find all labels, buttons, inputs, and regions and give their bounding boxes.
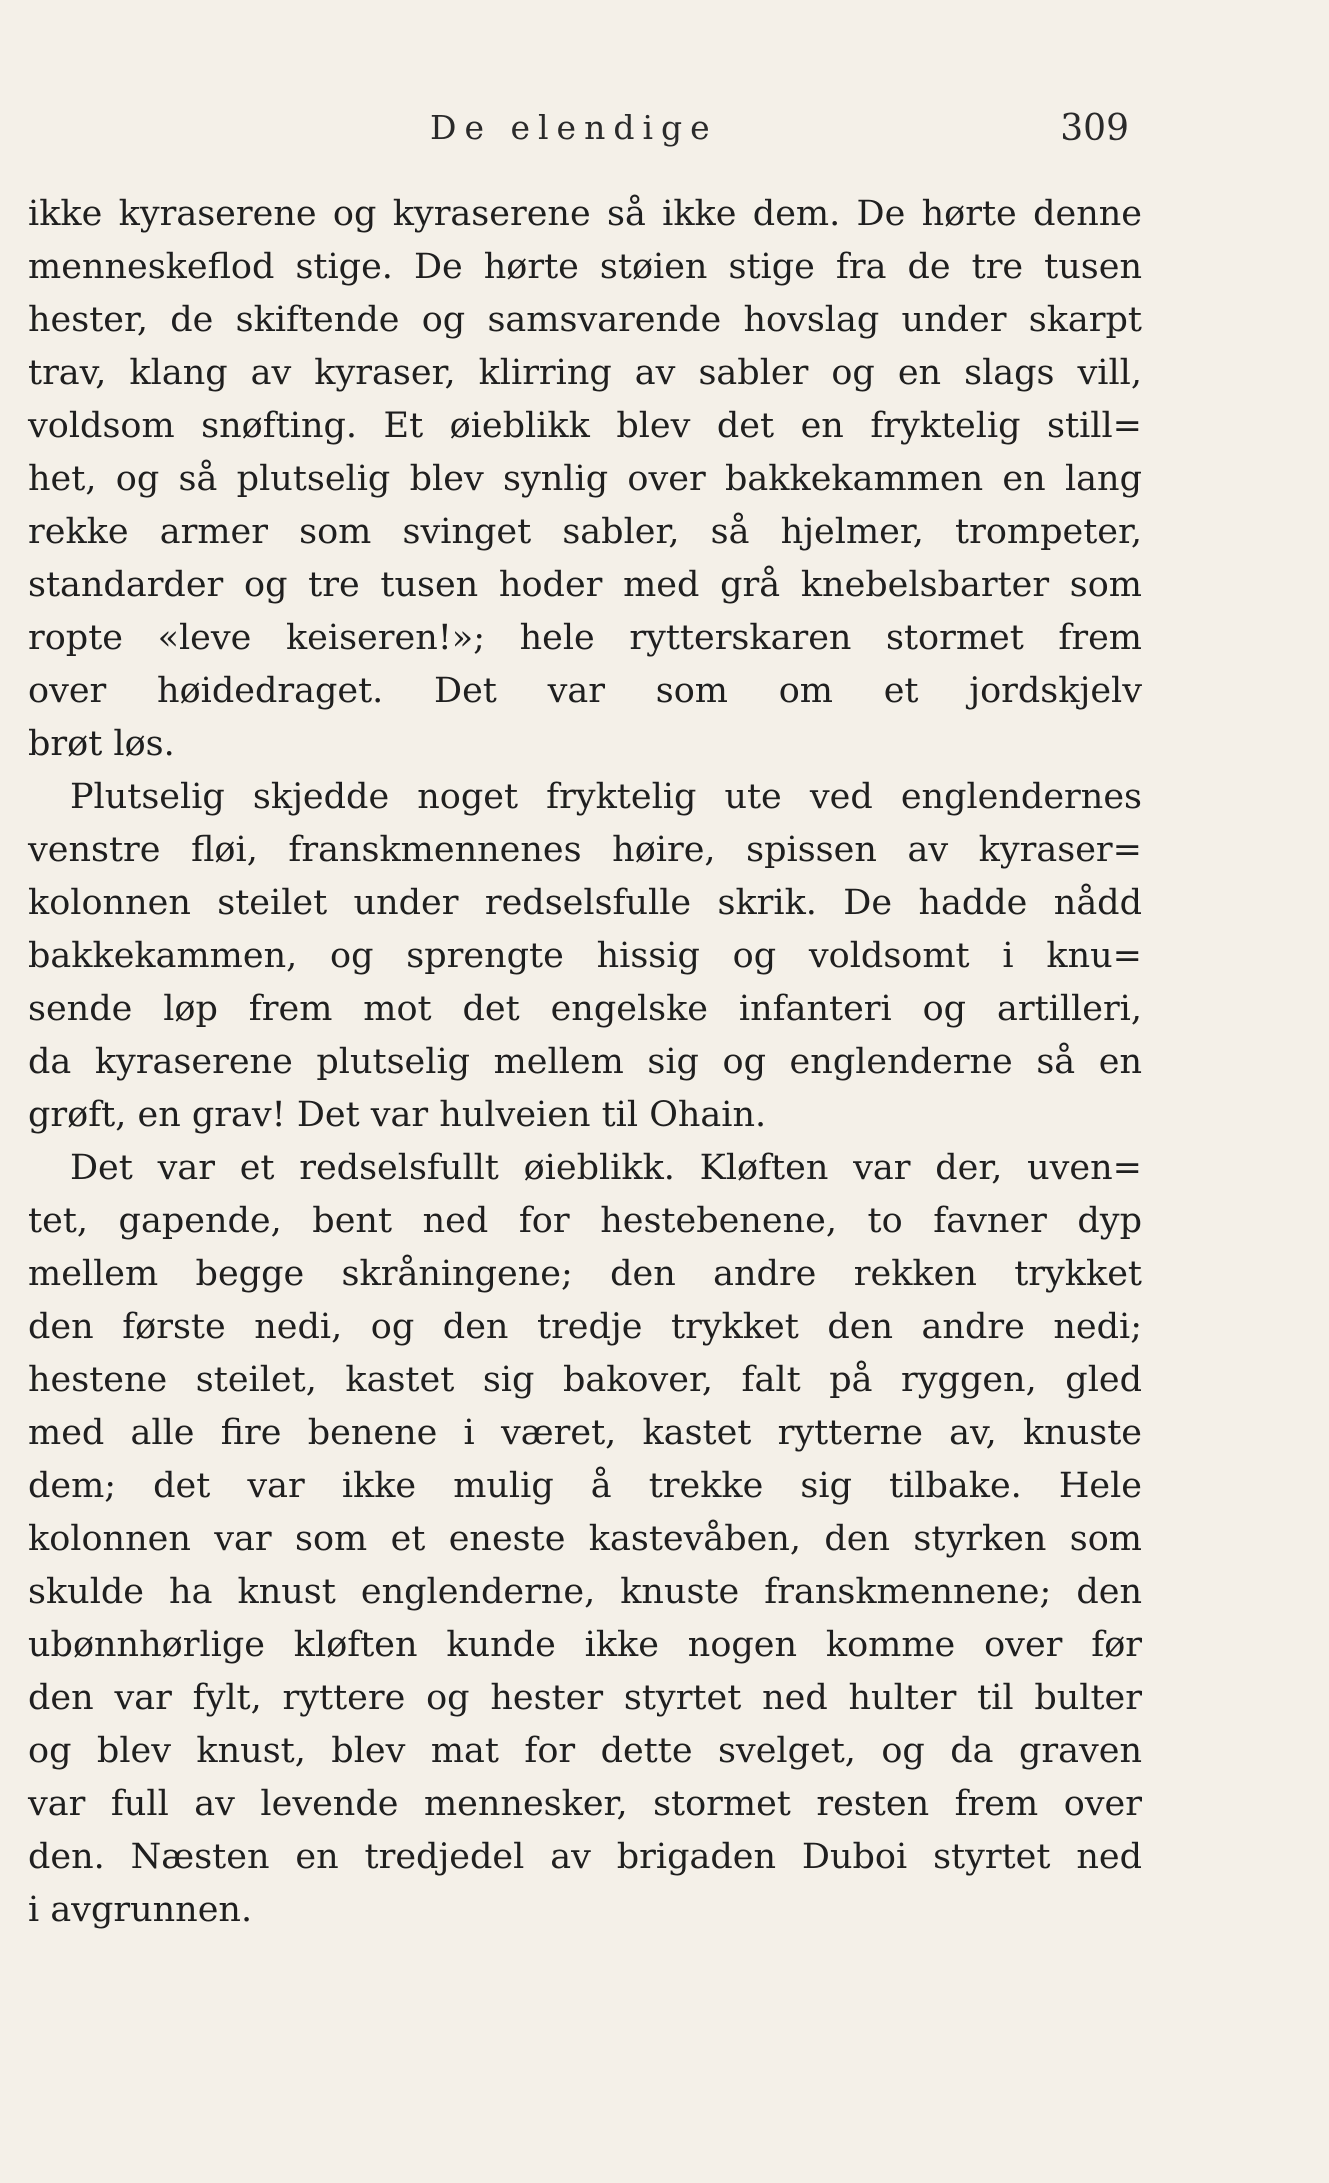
text-line: kolonnen var som et eneste kastevåben, den styrken som bbox=[28, 1519, 1142, 1559]
text-line: mellem begge skråningene; den andre rekken trykket bbox=[28, 1254, 1142, 1294]
text-line: med alle fire benene i været, kastet rytterne av, knuste bbox=[28, 1413, 1142, 1453]
text-line: ubønnhørlige kløften kunde ikke nogen komme over før bbox=[28, 1625, 1142, 1665]
text-line: ropte «leve keiseren!»; hele rytterskaren stormet frem bbox=[28, 618, 1142, 658]
text-line: og blev knust, blev mat for dette svelget, og da graven bbox=[28, 1731, 1142, 1771]
text-line: var full av levende mennesker, stormet resten frem over bbox=[28, 1784, 1142, 1824]
running-title: De elendige bbox=[430, 108, 718, 147]
text-line: Plutselig skjedde noget fryktelig ute ved englendernes bbox=[70, 777, 1142, 817]
text-line: trav, klang av kyraser, klirring av sabler og en slags vill, bbox=[28, 353, 1142, 393]
text-line: het, og så plutselig blev synlig over bakkekammen en lang bbox=[28, 459, 1142, 499]
text-line: hester, de skiftende og samsvarende hovslag under skarpt bbox=[28, 300, 1142, 340]
running-head bbox=[0, 108, 1329, 148]
text-line: voldsom snøfting. Et øieblikk blev det en fryktelig still= bbox=[28, 406, 1142, 446]
text-line: sende løp frem mot det engelske infanteri og artilleri, bbox=[28, 989, 1142, 1029]
text-line: den. Næsten en tredjedel av brigaden Duboi styrtet ned bbox=[28, 1837, 1142, 1877]
text-line: venstre fløi, franskmennenes høire, spissen av kyraser= bbox=[28, 830, 1142, 870]
text-line: da kyraserene plutselig mellem sig og englenderne så en bbox=[28, 1042, 1142, 1082]
body-text bbox=[28, 188, 1142, 1937]
text-line: ikke kyraserene og kyraserene så ikke dem. De hørte denne bbox=[28, 194, 1142, 234]
text-line: den første nedi, og den tredje trykket den andre nedi; bbox=[28, 1307, 1142, 1347]
text-line: Det var et redselsfullt øieblikk. Kløften var der, uven= bbox=[70, 1148, 1142, 1188]
text-line: rekke armer som svinget sabler, så hjelmer, trompeter, bbox=[28, 512, 1142, 552]
text-line: hestene steilet, kastet sig bakover, falt på ryggen, gled bbox=[28, 1360, 1142, 1400]
text-line: skulde ha knust englenderne, knuste franskmennene; den bbox=[28, 1572, 1142, 1612]
text-line: grøft, en grav! Det var hulveien til Ohain. bbox=[28, 1095, 767, 1135]
text-line: over høidedraget. Det var som om et jordskjelv bbox=[28, 671, 1142, 711]
text-line: standarder og tre tusen hoder med grå knebelsbarter som bbox=[28, 565, 1142, 605]
page-number: 309 bbox=[1060, 108, 1129, 149]
text-line: bakkekammen, og sprengte hissig og voldsomt i knu= bbox=[28, 936, 1142, 976]
text-line: tet, gapende, bent ned for hestebenene, to favner dyp bbox=[28, 1201, 1142, 1241]
text-line: dem; det var ikke mulig å trekke sig tilbake. Hele bbox=[28, 1466, 1142, 1506]
text-line: den var fylt, ryttere og hester styrtet ned hulter til bulter bbox=[28, 1678, 1142, 1718]
text-line: kolonnen steilet under redselsfulle skrik. De hadde nådd bbox=[28, 883, 1142, 923]
text-line: brøt løs. bbox=[28, 724, 175, 764]
text-line: menneskeflod stige. De hørte støien stige fra de tre tusen bbox=[28, 247, 1142, 287]
text-line: i avgrunnen. bbox=[28, 1890, 253, 1930]
